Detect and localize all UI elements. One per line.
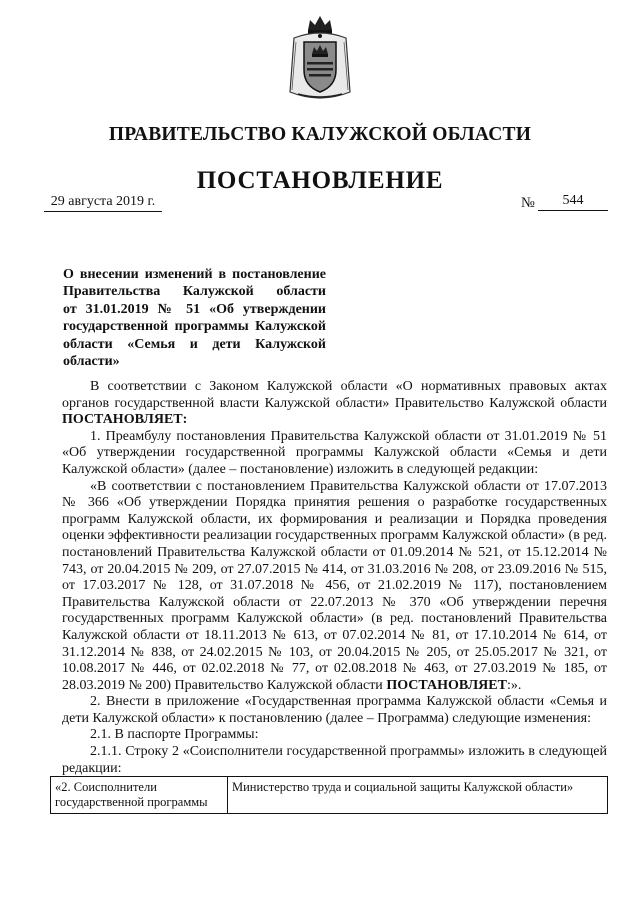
subject-line: государственной программы Калужской	[63, 319, 326, 335]
table-cell-value: Министерство труда и социальной защиты Калужской области»	[228, 777, 608, 814]
resolution-keyword: ПОСТАНОВЛЯЕТ:	[62, 412, 188, 428]
body-text-span: «В соответствии с постановлением Правительства Калужской области от 17.07.2013 № 366 «Об утверждении Порядка принятия решения о разработке государственных программ Калужской области, их формирования и реализации и Порядка проведения оценки эффективности реализации государственных программ Калужской области» (в ред. постановлений Правительства Калужской области от 01.09.2014 № 521, от 15.12.2014 № 743, от 20.04.2015 № 209, от 27.07.2015 № 414, от 31.03.2016 № 208, от 23.09.2016 № 515, от 17.03.2017 № 128, от 31.07.2018 № 456, от 21.02.2019 № 117), постановлением Правительства Калужской области от 22.07.2013 № 370 «Об утверждении перечня государственных программ Калужской области» (в ред. постановлений Правительства Калужской области от 18.11.2013 № 613, от 07.02.2014 № 81, от 17.10.2014 № 614, от 31.12.2014 № 838, от 24.02.2015 № 103, от 20.04.2015 № 205, от 25.05.2017 № 321, от 10.08.2017 № 446, от 02.02.2018 № 77, от 02.08.2018 № 463, от 27.03.2019 № 185, от 28.03.2019 № 200) Правительство Калужской области	[62, 478, 607, 693]
body-paragraph	[62, 379, 607, 429]
body-paragraph: 2.1.1. Строку 2 «Соисполнители государственной программы» изложить в следующей редакции:	[62, 744, 607, 776]
document-number: 544	[538, 193, 608, 211]
body-text-span: :».	[506, 677, 522, 693]
document-body	[62, 379, 607, 777]
government-title: ПРАВИТЕЛЬСТВО КАЛУЖСКОЙ ОБЛАСТИ	[108, 124, 532, 145]
subject-line: области»	[63, 354, 120, 370]
body-paragraph: 2.1. В паспорте Программы:	[90, 727, 259, 743]
passport-table	[50, 776, 608, 814]
body-paragraph: 1. Преамбулу постановления Правительства Калужской области от 31.01.2019 № 51 «Об утверждении государственной программы Калужской области «Семья и дети Калужской области» (далее – постановление) изложить в следующей редакции:	[62, 428, 607, 477]
document-subject	[63, 266, 326, 370]
document-type-heading: ПОСТАНОВЛЕНИЕ	[196, 167, 444, 194]
table-cell-label: «2. Соисполнители государственной программы	[51, 777, 228, 814]
document-date: 29 августа 2019 г.	[44, 194, 162, 212]
number-label: №	[521, 195, 535, 211]
coat-of-arms-emblem	[286, 14, 354, 104]
resolution-keyword: ПОСТАНОВЛЯЕТ	[386, 677, 507, 693]
body-text-span: В соответствии с Законом Калужской области «О нормативных правовых актах органов государственной власти Калужской области» Правительство Калужской области	[62, 379, 607, 411]
body-paragraph	[62, 479, 607, 695]
table-row	[51, 777, 608, 814]
body-paragraph: 2. Внести в приложение «Государственная программа Калужской области «Семья и дети Калужской области» к постановлению (далее – Программа) следующие изменения:	[62, 694, 607, 726]
subject-line: О внесении изменений в постановление	[63, 267, 326, 282]
subject-line: от 31.01.2019 № 51 «Об утверждении	[63, 301, 326, 317]
subject-line: области «Семья и дети Калужской	[63, 336, 326, 352]
subject-line: Правительства Калужской области	[63, 284, 326, 300]
